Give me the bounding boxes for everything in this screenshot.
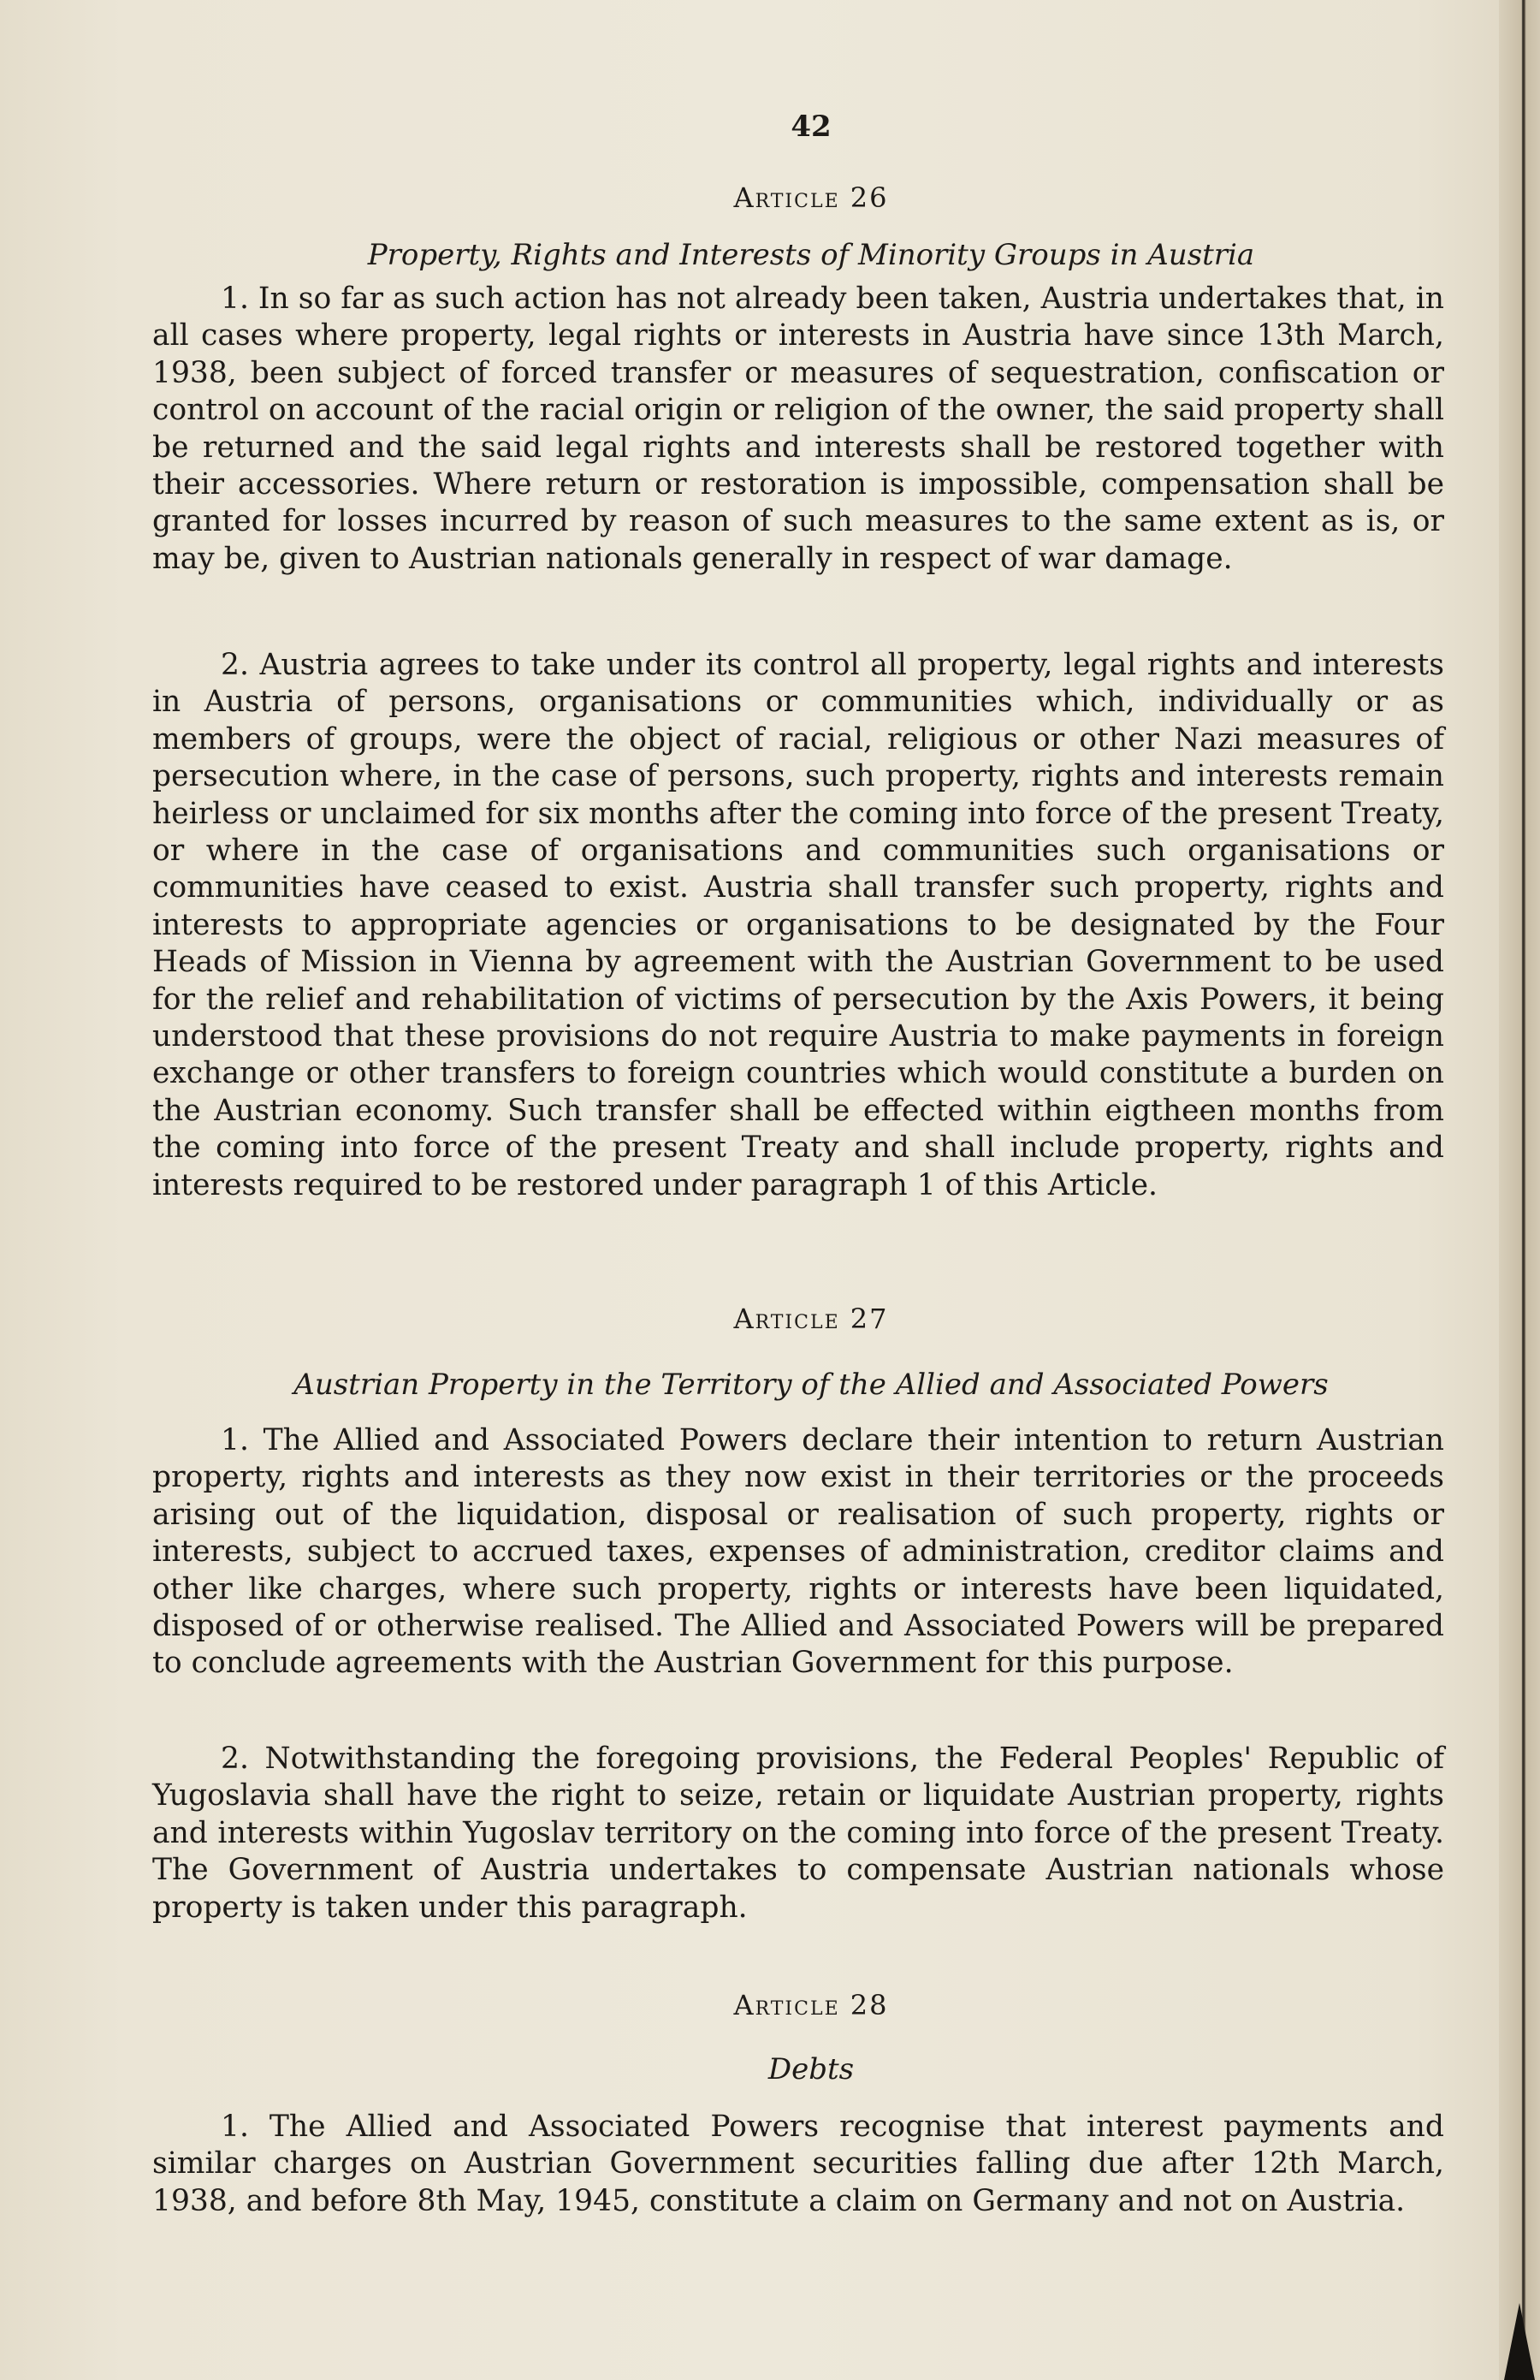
article-27-paragraph-1 [152, 1422, 1444, 1683]
article-27-subtitle: Austrian Property in the Territory of the Allied and Associated Powers [293, 1368, 1329, 1402]
page-number: 42 [791, 110, 832, 144]
article-28-paragraph-1-text: 1. The Allied and Associated Powers recognise that interest payments and similar charges on Austrian Government securities falling due after 12th March, 1938, and before 8th May, 1945, constitute a claim on Germany and not on Austria. [152, 2110, 1444, 2218]
article-27-paragraph-1-text: 1. The Allied and Associated Powers declare their intention to return Austrian property, rights and interests as they now exist in their territories or the proceeds arising out of the liquidation, disposal or realisation of such property, rights or interests, subject to accrued taxes, expenses of administration, creditor claims and other like charges, where such property, rights or interests have been liquidated, disposed of or otherwise realised. The Allied and Associated Powers will be prepared to conclude agreements with the Austrian Government for this purpose. [152, 1423, 1444, 1681]
article-28-heading: Article 28 [733, 1989, 889, 2021]
article-26-subtitle: Property, Rights and Interests of Minority Groups in Austria [367, 238, 1255, 272]
article-26-paragraph-2-text: 2. Austria agrees to take under its control all property, legal rights and interests in Austria of persons, organisations or communities which, individually or as members of groups, were the object of racial, religious or other Nazi measures of persecution where, in the case of persons, such property, rights and interests remain heirless or unclaimed for six months after the coming into force of the present Treaty, or where in the case of organisations and communities such organisations or communities have ceased to exist. Austria shall transfer such property, rights and interests to appropriate agencies or organisations to be designated by the Four Heads of Mission in Vienna by agreement with the Austrian Government to be used for the relief and rehabilitation of victims of persecution by the Axis Powers, it being understood that these provisions do not require Austria to make payments in foreign exchange or other transfers to foreign countries which would constitute a burden on the Austrian economy. Such transfer shall be effected within eigtheen months from the coming into force of the present Treaty and shall include property, rights and interests required to be restored under paragraph 1 of this Article. [152, 648, 1444, 1202]
article-26-paragraph-1 [152, 281, 1444, 578]
binding-notch [1504, 2303, 1535, 2380]
article-28-subtitle: Debts [767, 2052, 855, 2086]
book-binding-edge [1499, 0, 1540, 2380]
article-26-paragraph-2 [152, 647, 1444, 1204]
article-28-paragraph-1 [152, 2109, 1444, 2220]
article-26-heading: Article 26 [733, 181, 889, 214]
article-26-paragraph-1-text: 1. In so far as such action has not already been taken, Austria undertakes that, in all cases where property, legal rights or interests in Austria have since 13th March, 1938, been subject of forced transfer or measures of sequestration, confiscation or control on account of the racial origin or religion of the owner, the said property shall be returned and the said legal rights and interests shall be restored together with their accessories. Where return or restoration is impossible, compensation shall be granted for losses incurred by reason of such measures to the same extent as is, or may be, given to Austrian nationals generally in respect of war damage. [152, 282, 1444, 576]
article-27-paragraph-2-text: 2. Notwithstanding the foregoing provisions, the Federal Peoples' Republic of Yugoslavia shall have the right to seize, retain or liquidate Austrian property, rights and interests within Yugoslav territory on the coming into force of the present Treaty. The Government of Austria undertakes to compensate Austrian nationals whose property is taken under this paragraph. [152, 1742, 1444, 1925]
article-27-heading: Article 27 [733, 1303, 889, 1335]
article-27-paragraph-2 [152, 1741, 1444, 1926]
